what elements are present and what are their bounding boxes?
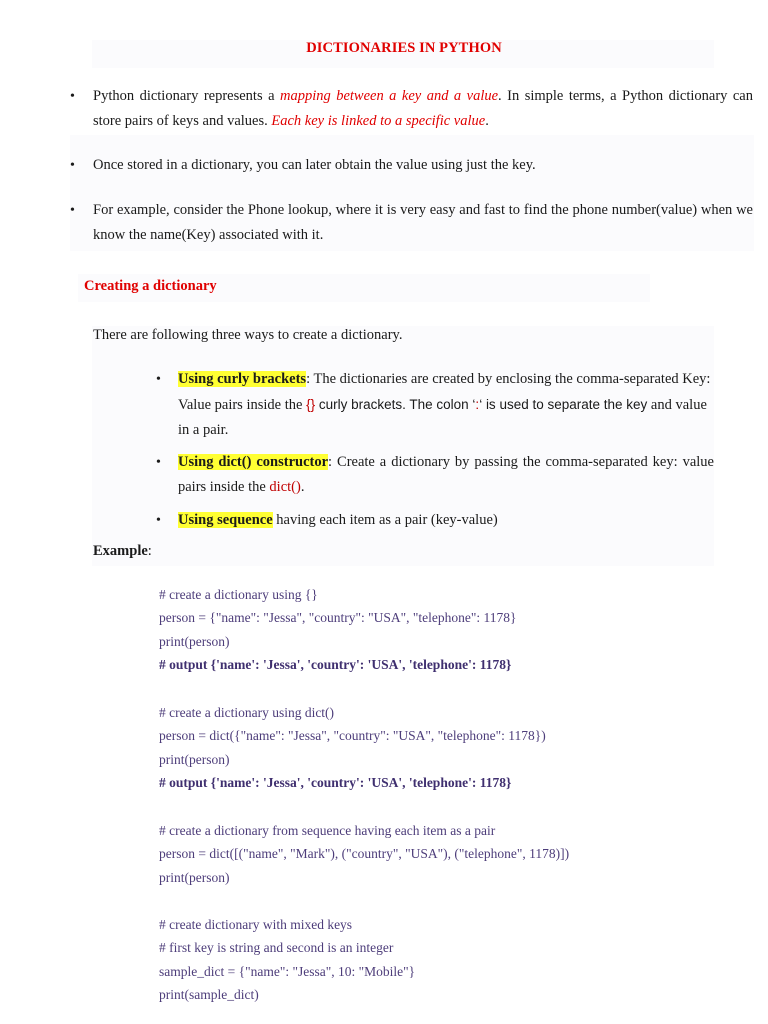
code-line: # create a dictionary using {} [159, 587, 318, 602]
intro-text: . [485, 113, 489, 129]
intro-text: . In simple terms, a Python dictionary can store pairs of keys and values. [93, 88, 753, 129]
way-label: Using dict() constructor [178, 454, 329, 470]
code-line: person = dict([("name", "Mark"), ("country", "USA"), ("telephone", 1178)]) [159, 846, 570, 861]
section-heading: Creating a dictionary [84, 278, 217, 294]
way-label: Using sequence [178, 512, 273, 528]
code-line: print(person) [159, 870, 230, 885]
way-text: ‘ is used to separate the key [479, 397, 648, 412]
bullet-icon: • [70, 89, 75, 104]
code-line: person = {"name": "Jessa", "country": "USA", "telephone": 1178} [159, 610, 517, 625]
code-line: # first key is string and second is an integer [159, 940, 394, 955]
example-colon: : [147, 543, 152, 559]
intro-emphasis: Each key is linked to a specific value [271, 113, 486, 129]
example-label [93, 543, 152, 560]
way-item-curly [178, 367, 714, 443]
code-output-line: # output {'name': 'Jessa', 'country': 'USA', 'telephone': 1178} [159, 657, 512, 672]
bullet-icon: • [70, 158, 75, 173]
bullet-icon: • [156, 455, 161, 470]
way-label: Using curly brackets [178, 371, 307, 387]
intro-paragraph-1 [93, 84, 753, 134]
code-line: person = dict({"name": "Jessa", "country": "USA", "telephone": 1178}) [159, 728, 546, 743]
page-title: DICTIONARIES IN PYTHON [306, 40, 502, 56]
example-label-text: Example [93, 543, 148, 559]
code-line: # create a dictionary from sequence having each item as a pair [159, 823, 496, 838]
way-item-dict [178, 450, 714, 500]
bullet-icon: • [70, 203, 75, 218]
code-line: # create dictionary with mixed keys [159, 917, 353, 932]
way-text: . [300, 479, 305, 495]
bullet-icon: • [156, 372, 161, 387]
code-line: # create a dictionary using dict() [159, 705, 335, 720]
code-snippet: dict() [269, 479, 301, 495]
code-snippet: : [475, 397, 480, 412]
code-line: print(sample_dict) [159, 987, 259, 1002]
intro-text: Python dictionary represents a [93, 88, 280, 104]
intro-paragraph-3: For example, consider the Phone lookup, where it is very easy and fast to find the phone number(value) when we know the name(Key) associated with it. [93, 202, 753, 243]
bullet-icon: • [156, 513, 161, 528]
way-text: curly brackets [315, 397, 403, 412]
intro-paragraph-2: Once stored in a dictionary, you can later obtain the value using just the key. [93, 157, 536, 173]
intro-emphasis: mapping between a key and a value [279, 88, 499, 104]
way-text: : Create a dictionary by passing the comma-separated key: value pairs inside the [178, 454, 714, 495]
code-line: print(person) [159, 752, 230, 767]
code-line: sample_dict = {"name": "Jessa", 10: "Mobile"} [159, 964, 416, 979]
way-text: and value in a pair. [178, 397, 707, 438]
way-text: : The dictionaries are created by enclosing the comma-separated Key: Value pairs inside the [178, 371, 711, 413]
code-line: print(person) [159, 634, 230, 649]
way-text: having each item as a pair (key-value) [272, 512, 498, 528]
way-text: . The colon ‘ [402, 397, 476, 412]
code-output-line: # output {'name': 'Jessa', 'country': 'USA', 'telephone': 1178} [159, 775, 512, 790]
ways-intro: There are following three ways to create a dictionary. [93, 327, 403, 343]
way-item-sequence [178, 508, 714, 533]
code-snippet: {} [306, 397, 316, 412]
